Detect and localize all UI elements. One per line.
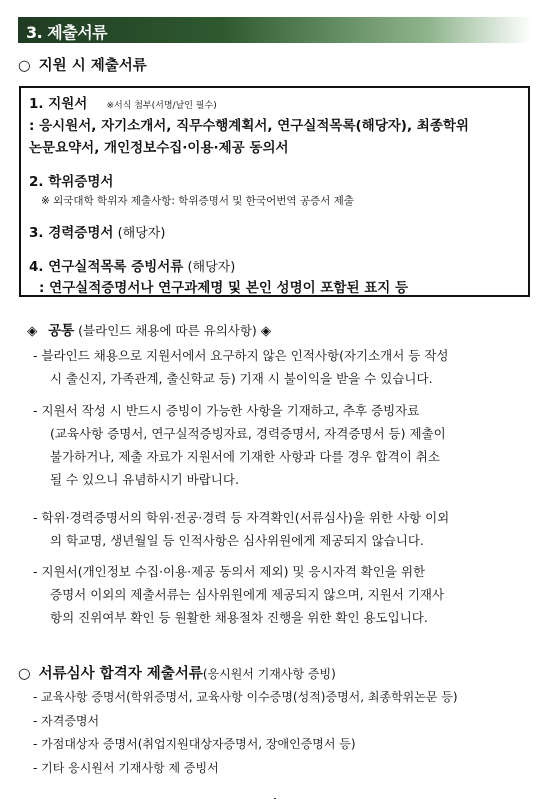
section-header: 3. 제출서류: [26, 23, 108, 42]
common-title: 공통: [48, 323, 75, 339]
item4-heading: [29, 255, 235, 275]
diamond-left-icon: ◈: [27, 323, 38, 339]
common-paragraph-4: [33, 560, 533, 629]
item3-suffix: (해당자): [113, 226, 166, 241]
list-item: - 교육사항 증명서(학위증명서, 교육사항 이수증명(성적)증명서, 최종학위논문 등): [33, 690, 458, 704]
common-paragraph-2: [33, 399, 533, 491]
item4-suffix: (해당자): [183, 260, 236, 275]
list-item: - 자격증명서: [33, 713, 100, 728]
item2-title: 2. 학위증명서: [29, 174, 114, 190]
item3-title: 3. 경력증명서: [29, 225, 114, 241]
applying-title: 지원 시 제출서류: [38, 58, 147, 74]
p4-line: 증명서 이외의 제출서류는 심사위원에게 제공되지 않으며, 지원서 기재사: [50, 587, 445, 602]
diamond-right-icon: ◈: [260, 323, 272, 339]
circle-bullet-icon: ○: [18, 666, 31, 682]
passed-documents-list: [33, 686, 458, 780]
item3-heading: [29, 221, 165, 241]
p2-line: 불가하거나, 제출 자료가 지원서에 기재한 사항과 다를 경우 합격이 취소: [50, 449, 440, 464]
passed-note: (응시원서 기재사항 증빙): [202, 667, 336, 681]
item1-note: ※서식 첨부(서명/날인 필수): [106, 101, 217, 111]
item4-line: : 연구실적증명서나 연구과제명 및 본인 성명이 포함된 표지 등: [39, 280, 409, 296]
p2-line: 될 수 있으니 유념하시기 바랍니다.: [50, 472, 239, 487]
list-item: - 기타 응시원서 기재사항 제 증빙서: [33, 760, 219, 775]
list-item: - 가점대상자 증명서(취업지원대상자증명서, 장애인증명서 등): [33, 737, 356, 751]
p2-line: (교육사항 증명서, 연구실적증빙자료, 경력증명서, 자격증명서 등) 제출이: [50, 426, 446, 441]
p1-line: 시 출신지, 가족관계, 출신학교 등) 기재 시 불이익을 받을 수 있습니다.: [50, 371, 433, 386]
item1-line1: : 응시원서, 자기소개서, 직무수행계획서, 연구실적목록(해당자), 최종학위: [29, 118, 469, 134]
passed-heading: [18, 662, 336, 683]
circle-bullet-icon: ○: [18, 58, 31, 74]
item2-note: ※ 외국대학 학위자 제출사항: 학위증명서 및 한국어번역 공증서 제출: [41, 195, 354, 207]
p1-line: - 블라인드 채용으로 지원서에서 요구하지 않은 인적사항(자기소개서 등 작성: [33, 348, 449, 363]
common-paragraph-1: [33, 344, 533, 390]
p3-line: 의 학교명, 생년월일 등 인적사항은 심사위원에게 제공되지 않습니다.: [50, 533, 424, 548]
item1-line2: 논문요약서, 개인정보수집·이용·제공 동의서: [29, 140, 289, 156]
common-heading: [27, 319, 271, 339]
item1-heading: [29, 92, 217, 112]
item1-title: 1. 지원서: [29, 96, 88, 112]
p4-line: 항의 진위여부 확인 등 원활한 채용절차 진행을 위한 확인 용도입니다.: [50, 610, 428, 625]
common-paragraph-3: [33, 506, 533, 552]
p3-line: - 학위·경력증명서의 학위·전공·경력 등 자격확인(서류심사)을 위한 사항 이외: [33, 510, 450, 525]
p2-line: - 지원서 작성 시 반드시 증빙이 가능한 사항을 기재하고, 추후 증빙자료: [33, 403, 420, 418]
page-mark: [274, 798, 276, 799]
common-subtitle: (블라인드 채용에 따른 유의사항): [74, 323, 261, 338]
passed-title: 서류심사 합격자 제출서류: [38, 666, 203, 682]
section-header-banner: [18, 17, 532, 43]
applying-documents-box: [19, 86, 530, 297]
applying-heading: [18, 54, 147, 75]
p4-line: - 지원서(개인정보 수집·이용·제공 동의서 제외) 및 응시자격 확인을 위한: [33, 564, 426, 579]
item4-title: 4. 연구실적목록 증빙서류: [29, 259, 184, 275]
